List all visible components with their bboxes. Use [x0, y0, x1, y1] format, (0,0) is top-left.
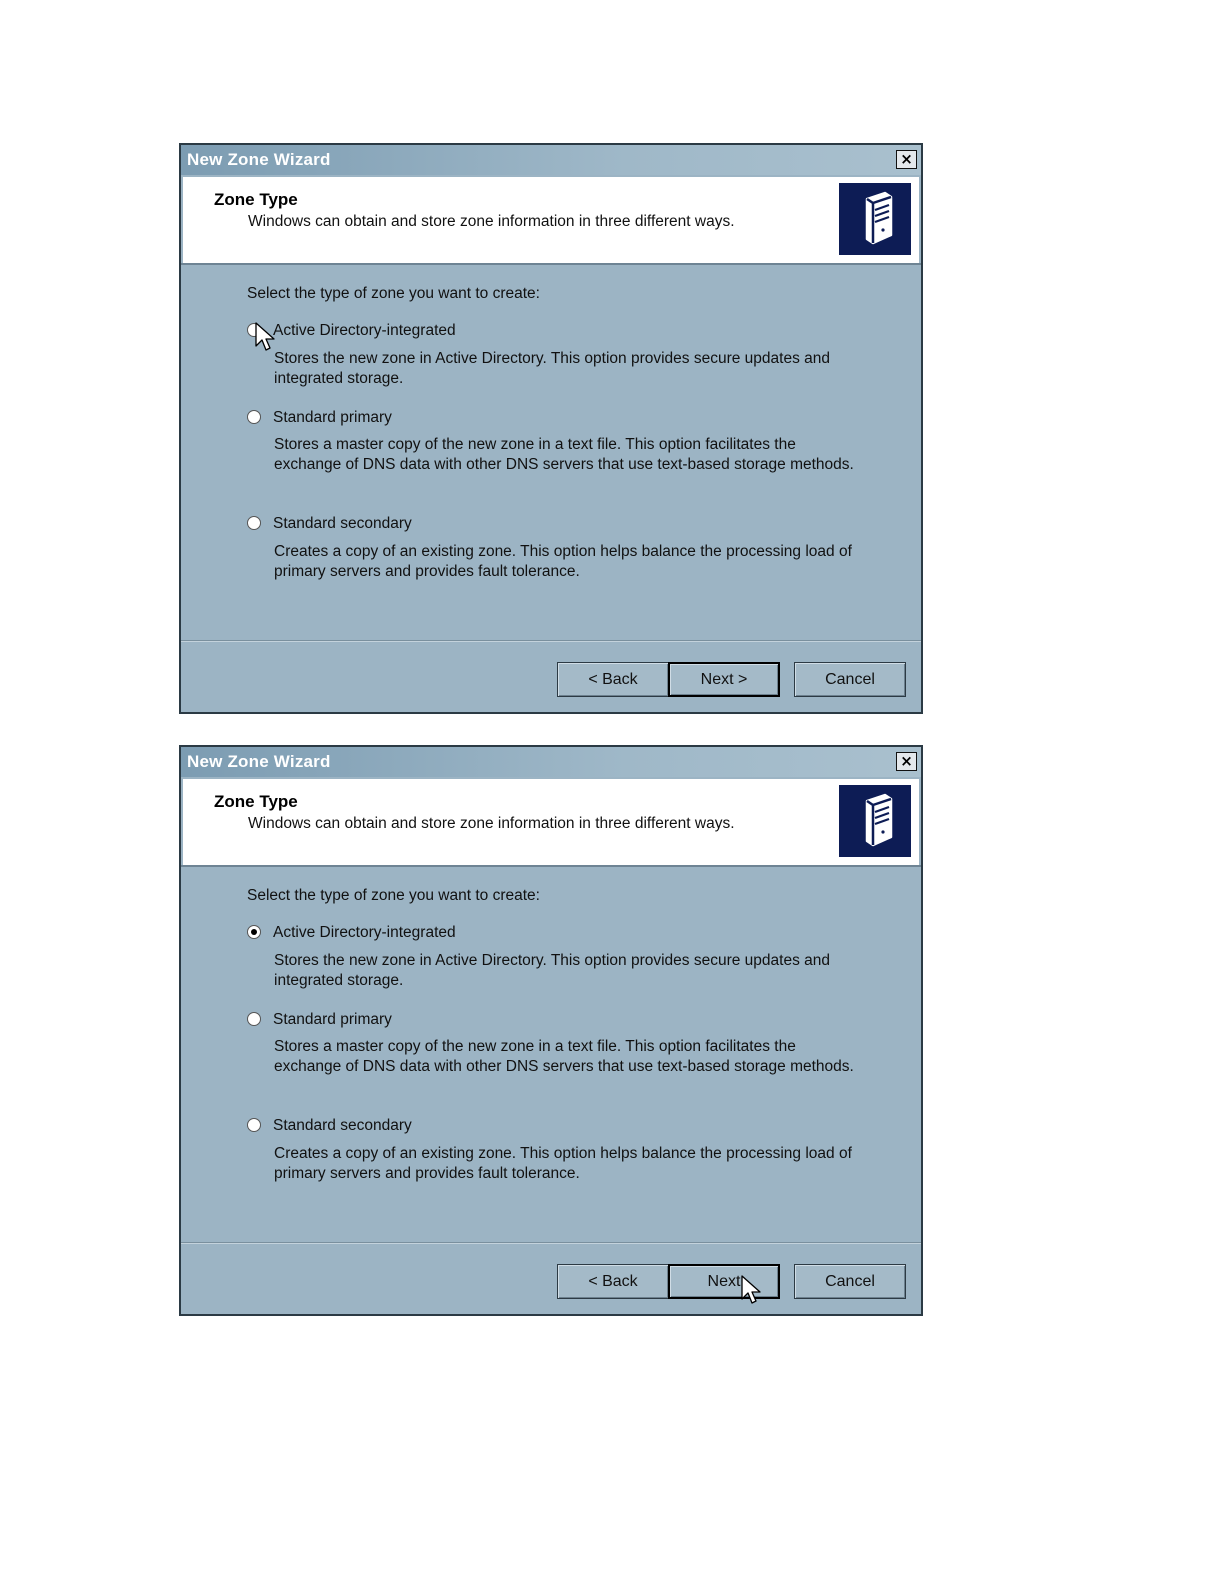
new-zone-wizard-dialog-2	[179, 745, 923, 1316]
page-subtitle: Windows can obtain and store zone information in three different ways.	[248, 815, 735, 832]
mouse-cursor-icon	[741, 1275, 763, 1307]
title-bar[interactable]	[181, 145, 921, 175]
title-bar[interactable]	[181, 747, 921, 777]
page-title: Zone Type	[214, 792, 298, 811]
page-title: Zone Type	[214, 190, 298, 209]
cancel-button[interactable]: Cancel	[794, 1264, 906, 1299]
option-description: Stores the new zone in Active Directory. This option provides secure updates and integrated storage.	[274, 952, 831, 989]
footer-divider-highlight	[181, 641, 921, 642]
option-label[interactable]: Active Directory-integrated	[273, 322, 456, 339]
wizard-header	[183, 779, 919, 867]
radio-standard-primary[interactable]	[247, 1012, 261, 1026]
radio-standard-secondary[interactable]	[247, 516, 261, 530]
option-description: Stores a master copy of the new zone in a text file. This option facilitates the exchange of DNS data with other DNS servers that use text-based storage methods.	[274, 1038, 854, 1075]
option-description: Creates a copy of an existing zone. This option helps balance the processing load of primary servers and provides fault tolerance.	[274, 1145, 852, 1182]
footer-divider-highlight	[181, 1243, 921, 1244]
option-description: Stores the new zone in Active Directory. This option provides secure updates and integrated storage.	[274, 350, 831, 387]
new-zone-wizard-dialog-1	[179, 143, 923, 714]
dialog-title: New Zone Wizard	[187, 752, 331, 771]
back-button[interactable]: < Back	[557, 1264, 669, 1299]
mouse-cursor-icon	[255, 322, 277, 354]
option-label[interactable]: Active Directory-integrated	[273, 924, 456, 941]
wizard-header	[183, 177, 919, 265]
close-button[interactable]	[896, 752, 917, 771]
next-button[interactable]: Next	[668, 1264, 780, 1299]
option-label[interactable]: Standard primary	[273, 409, 392, 426]
radio-standard-secondary[interactable]	[247, 1118, 261, 1132]
dialog-title: New Zone Wizard	[187, 150, 331, 169]
close-button[interactable]	[896, 150, 917, 169]
zone-type-prompt: Select the type of zone you want to create:	[247, 887, 540, 904]
cancel-button[interactable]: Cancel	[794, 662, 906, 697]
back-button[interactable]: < Back	[557, 662, 669, 697]
option-description: Creates a copy of an existing zone. This option helps balance the processing load of primary servers and provides fault tolerance.	[274, 543, 852, 580]
option-label[interactable]: Standard secondary	[273, 515, 412, 532]
option-label[interactable]: Standard primary	[273, 1011, 392, 1028]
header-divider	[181, 263, 921, 265]
page-subtitle: Windows can obtain and store zone information in three different ways.	[248, 213, 735, 230]
next-button[interactable]: Next >	[668, 662, 780, 697]
server-icon	[839, 183, 911, 255]
header-divider	[181, 865, 921, 867]
zone-type-prompt: Select the type of zone you want to create:	[247, 285, 540, 302]
option-label[interactable]: Standard secondary	[273, 1117, 412, 1134]
option-description: Stores a master copy of the new zone in a text file. This option facilitates the exchange of DNS data with other DNS servers that use text-based storage methods.	[274, 436, 854, 473]
radio-standard-primary[interactable]	[247, 410, 261, 424]
server-icon	[839, 785, 911, 857]
radio-active-directory[interactable]	[247, 925, 261, 939]
close-icon: ×	[900, 150, 913, 168]
close-icon: ×	[900, 752, 913, 770]
